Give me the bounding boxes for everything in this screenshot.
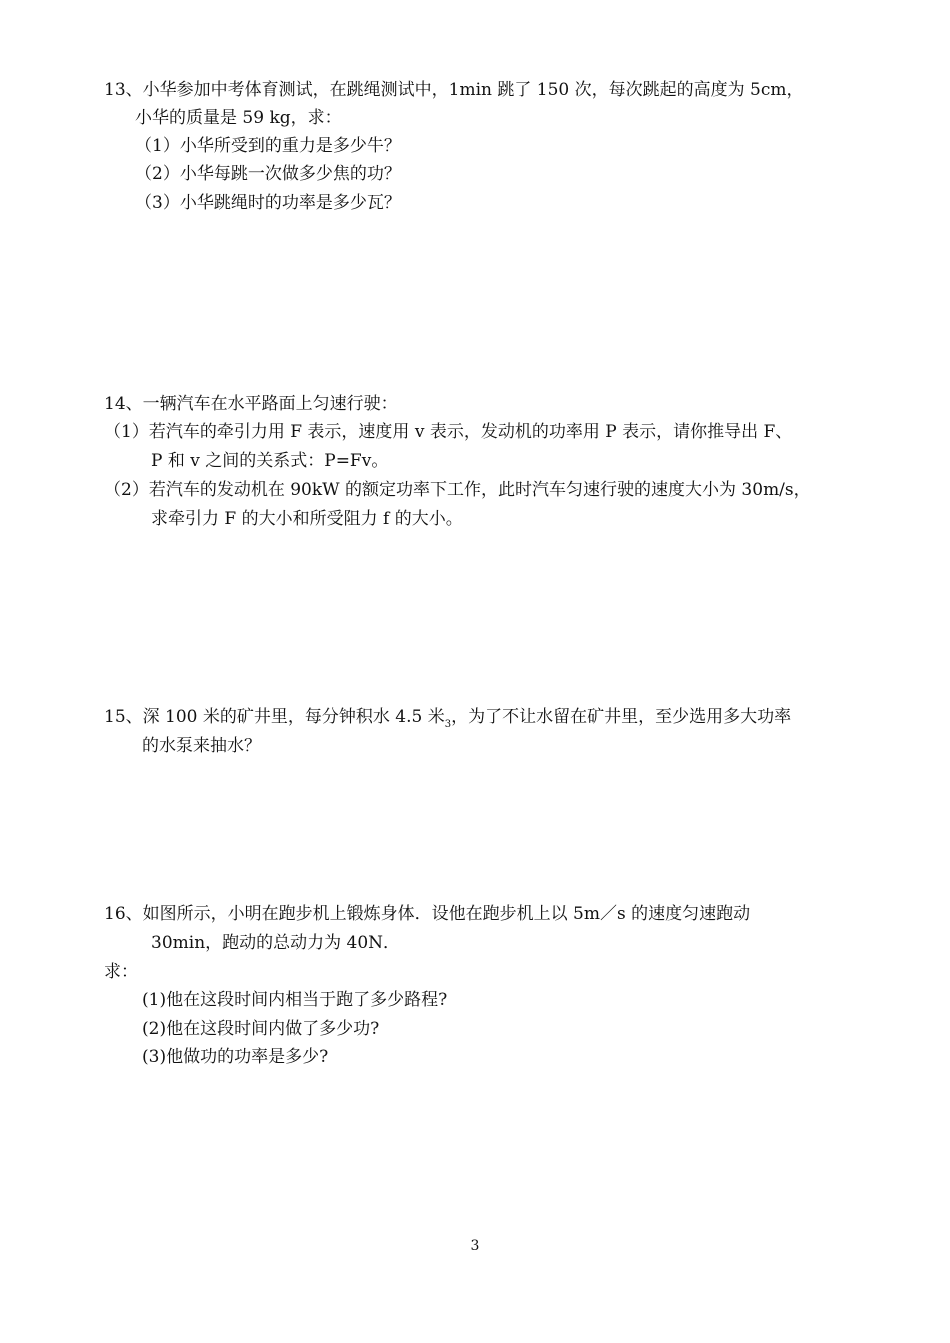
q14-sub2-line1: （2）若汽车的发动机在 90kW 的额定功率下工作，此时汽车匀速行驶的速度大小为 30m/s，: [104, 480, 811, 500]
q15-line1-a: 15、深 100 米的矿井里，每分钟积水 4.5 米: [104, 707, 445, 727]
q13-sub3: （3）小华跳绳时的功率是多少瓦？: [135, 193, 401, 213]
q16-sub2: (2)他在这段时间内做了多少功?: [142, 1019, 380, 1039]
q13-line1: 13、小华参加中考体育测试，在跳绳测试中，1min 跳了 150 次，每次跳起的高度为 5cm，: [104, 80, 804, 100]
page-number: 3: [470, 1238, 480, 1254]
q15-line1-b: ，为了不让水留在矿井里，至少选用多大功率: [451, 707, 792, 727]
q15-line1: [104, 707, 792, 730]
q15-line1-sup: 3: [444, 719, 452, 730]
q13-sub1: （1）小华所受到的重力是多少牛？: [135, 136, 401, 156]
q14-sub1-line2: P 和 v 之间的关系式：P=Fv。: [151, 451, 389, 471]
q14-sub2-line2: 求牵引力 F 的大小和所受阻力 f 的大小。: [151, 509, 463, 529]
q14-sub1-line1: （1）若汽车的牵引力用 F 表示，速度用 v 表示，发动机的功率用 P 表示，请你推导出 F、: [104, 422, 793, 442]
q16-sub3: (3)他做功的功率是多少?: [142, 1047, 329, 1067]
q13-sub2: （2）小华每跳一次做多少焦的功？: [135, 164, 401, 184]
q16-line2: 30min，跑动的总动力为 40N．: [151, 933, 401, 953]
q16-ask: 求：: [104, 962, 138, 982]
q13-line2: 小华的质量是 59 kg，求：: [135, 108, 342, 128]
q14-line1: 14、一辆汽车在水平路面上匀速行驶：: [104, 394, 398, 414]
q16-sub1: (1)他在这段时间内相当于跑了多少路程?: [142, 990, 448, 1010]
q16-line1: 16、如图所示，小明在跑步机上锻炼身体．设他在跑步机上以 5m／s 的速度匀速跑动: [104, 904, 751, 924]
q15-line2: 的水泵来抽水？: [142, 736, 261, 756]
